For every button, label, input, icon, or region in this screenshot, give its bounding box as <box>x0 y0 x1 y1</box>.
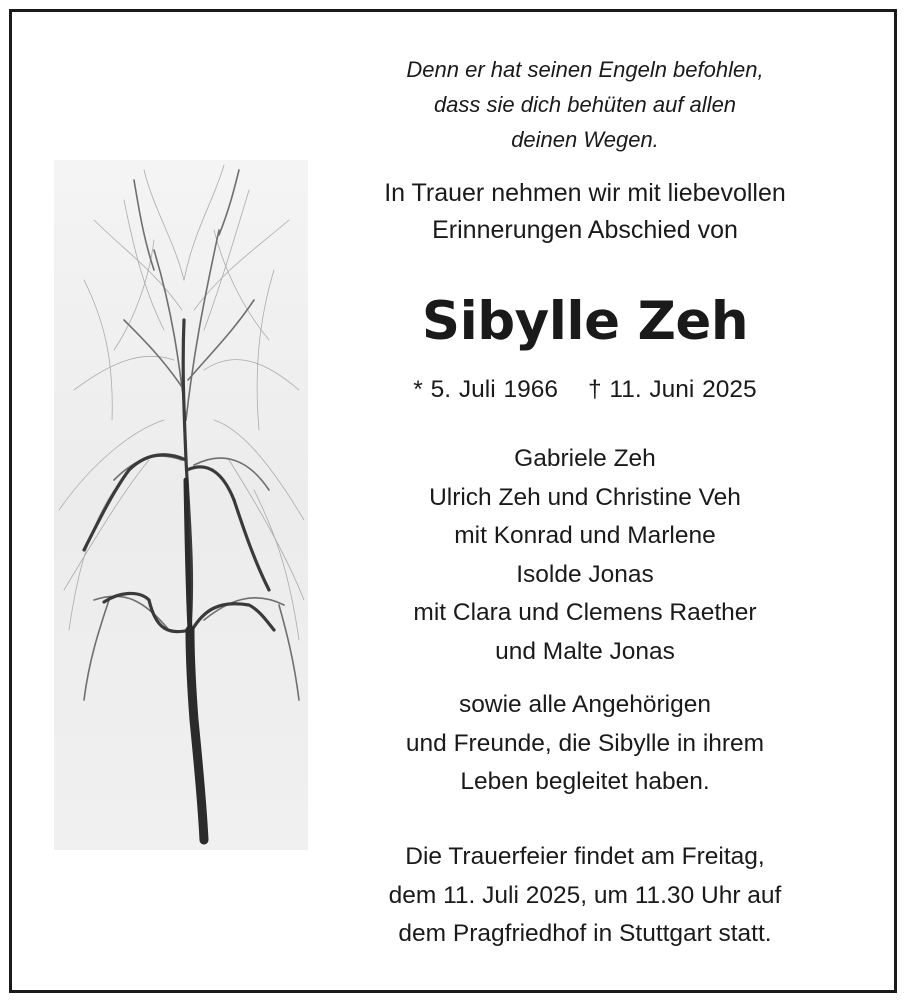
relatives-line: und Freunde, die Sibylle in ihrem <box>405 729 765 757</box>
bare-tree-icon <box>54 160 308 850</box>
intro-line: In Trauer nehmen wir mit liebevollen <box>384 179 786 207</box>
deceased-name: Sibylle Zeh <box>421 291 749 352</box>
bible-verse <box>330 52 840 157</box>
verse-line: dass sie dich behüten auf allen <box>433 92 737 117</box>
relatives-line: Leben begleitet haben. <box>460 768 710 795</box>
birth-date: * 5. Juli 1966 <box>413 376 558 403</box>
family-list <box>330 440 840 671</box>
family-line: mit Konrad und Marlene <box>454 522 716 549</box>
intro-text <box>330 175 840 249</box>
funeral-line: Die Trauerfeier findet am Freitag, <box>405 843 765 870</box>
family-line: mit Clara und Clemens Raether <box>413 599 757 626</box>
tree-image <box>54 160 308 850</box>
death-date: † 11. Juni 2025 <box>587 376 757 403</box>
family-line: Isolde Jonas <box>516 560 654 588</box>
intro-line: Erinnerungen Abschied von <box>432 216 738 244</box>
family-line: Gabriele Zeh <box>514 445 656 472</box>
verse-line: deinen Wegen. <box>511 127 659 152</box>
life-dates <box>330 372 840 408</box>
verse-line: Denn er hat seinen Engeln befohlen, <box>406 57 764 82</box>
family-line: Ulrich Zeh und Christine Veh <box>429 483 741 511</box>
funeral-line: dem Pragfriedhof in Stuttgart statt. <box>398 920 772 947</box>
family-line: und Malte Jonas <box>495 637 675 665</box>
relatives-line: sowie alle Angehörigen <box>459 691 711 718</box>
funeral-info <box>330 838 840 954</box>
funeral-line: dem 11. Juli 2025, um 11.30 Uhr auf <box>388 881 782 909</box>
relatives-text <box>330 686 840 802</box>
